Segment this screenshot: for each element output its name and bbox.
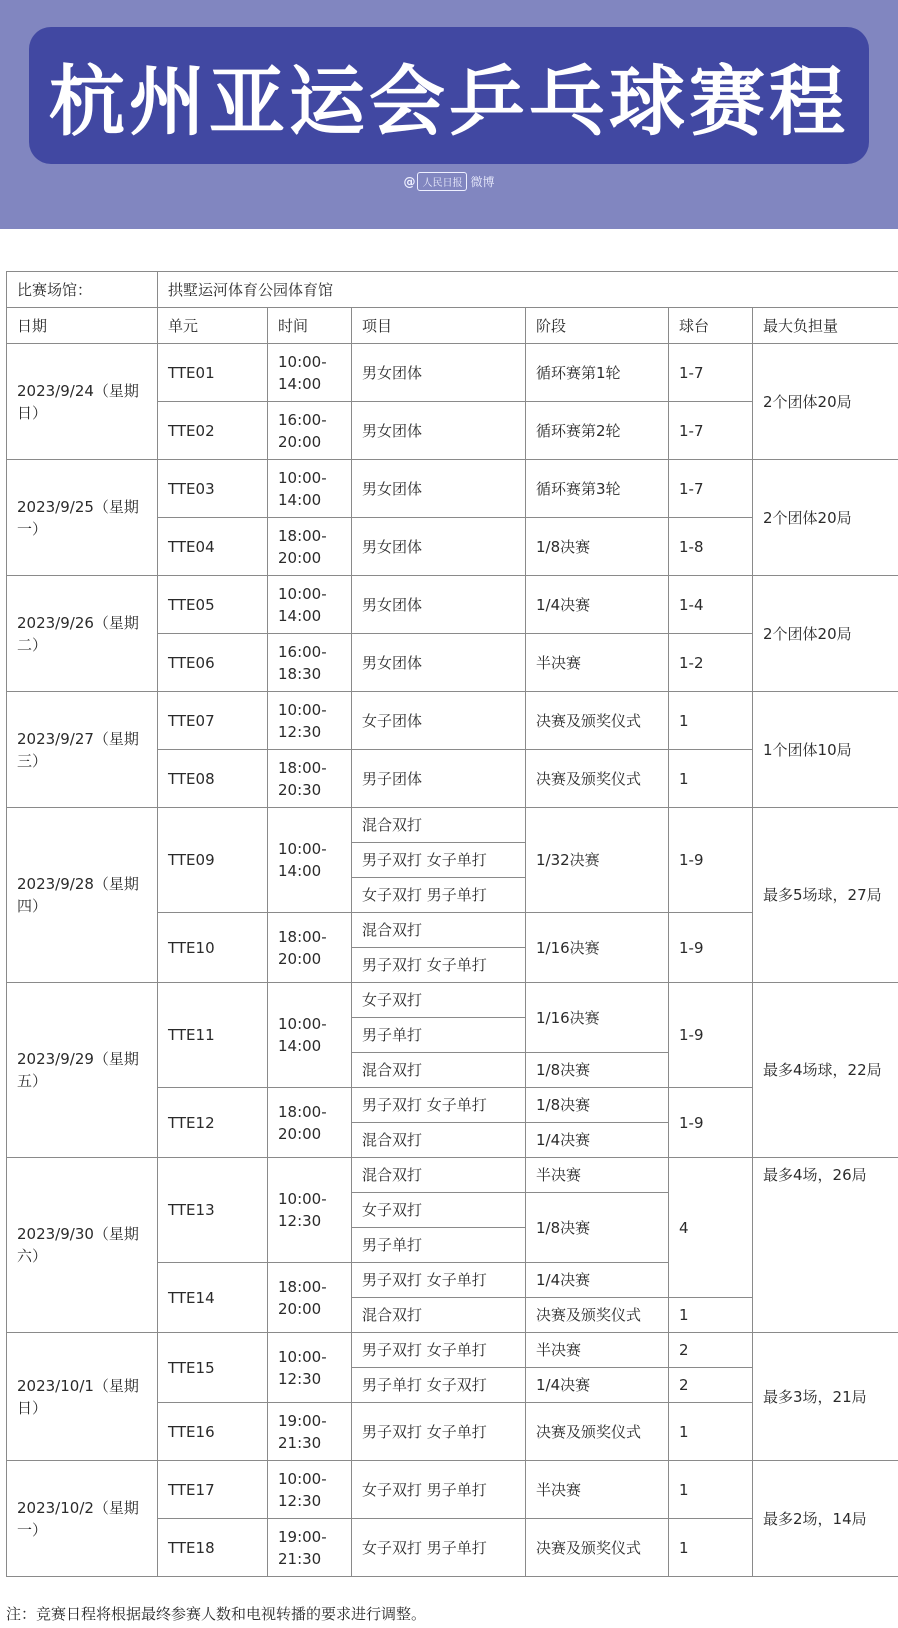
- stage-cell: 1/32决赛: [526, 808, 669, 913]
- load-cell: 2个团体20局: [753, 344, 898, 460]
- unit-cell: TTE18: [158, 1519, 268, 1577]
- col-header-event: 项目: [352, 308, 526, 344]
- table-cell: 1: [669, 750, 753, 808]
- date-cell: 2023/9/26（星期二）: [7, 576, 158, 692]
- load-cell: 最多3场，21局: [753, 1333, 898, 1461]
- date-cell: 2023/9/29（星期五）: [7, 983, 158, 1158]
- event-cell: 男女团体: [352, 460, 526, 518]
- unit-cell: TTE04: [158, 518, 268, 576]
- time-cell: 18:00-20:00: [268, 913, 352, 983]
- venue-value: 拱墅运河体育公园体育馆: [158, 272, 898, 308]
- event-cell: 男女团体: [352, 344, 526, 402]
- schedule-table: [6, 271, 898, 1577]
- stage-cell: 1/16决赛: [526, 913, 669, 983]
- table-cell: 1: [669, 1298, 753, 1333]
- event-cell: 女子双打: [352, 983, 526, 1018]
- date-cell: 2023/10/2（星期一）: [7, 1461, 158, 1577]
- stage-cell: 循环赛第1轮: [526, 344, 669, 402]
- event-cell: 混合双打: [352, 913, 526, 948]
- stage-cell: 决赛及颁奖仪式: [526, 692, 669, 750]
- table-cell: 1-9: [669, 808, 753, 913]
- header-row: [7, 308, 898, 344]
- time-cell: 18:00-20:00: [268, 518, 352, 576]
- table-cell: 1-7: [669, 402, 753, 460]
- venue-row: [7, 272, 898, 308]
- watermark: [0, 172, 898, 191]
- table-cell: 1-4: [669, 576, 753, 634]
- event-cell: 混合双打: [352, 808, 526, 843]
- table-cell: 1: [669, 1519, 753, 1577]
- table-row: [7, 692, 898, 750]
- stage-cell: 半决赛: [526, 1461, 669, 1519]
- event-cell: 男子双打 女子单打: [352, 1333, 526, 1368]
- unit-cell: TTE02: [158, 402, 268, 460]
- col-header-load: 最大负担量: [753, 308, 898, 344]
- watermark-text: 微博: [470, 175, 495, 189]
- event-cell: 男子双打 女子单打: [352, 1403, 526, 1461]
- event-cell: 女子双打 男子单打: [352, 1519, 526, 1577]
- event-cell: 女子双打 男子单打: [352, 1461, 526, 1519]
- table-cell: 1-2: [669, 634, 753, 692]
- col-header-stage: 阶段: [526, 308, 669, 344]
- time-cell: 19:00-21:30: [268, 1403, 352, 1461]
- time-cell: 16:00-18:30: [268, 634, 352, 692]
- header-banner: [0, 0, 898, 229]
- time-cell: 10:00-12:30: [268, 1158, 352, 1263]
- unit-cell: TTE14: [158, 1263, 268, 1333]
- load-cell: 最多4场球，22局: [753, 983, 898, 1158]
- time-cell: 16:00-20:00: [268, 402, 352, 460]
- stage-cell: 1/4决赛: [526, 1123, 669, 1158]
- date-cell: 2023/9/28（星期四）: [7, 808, 158, 983]
- col-header-unit: 单元: [158, 308, 268, 344]
- event-cell: 男子单打: [352, 1228, 526, 1263]
- stage-cell: 决赛及颁奖仪式: [526, 1403, 669, 1461]
- event-cell: 男子单打: [352, 1018, 526, 1053]
- table-cell: 4: [669, 1158, 753, 1298]
- unit-cell: TTE12: [158, 1088, 268, 1158]
- table-cell: 2: [669, 1333, 753, 1368]
- load-cell: 2个团体20局: [753, 460, 898, 576]
- table-row: [7, 1461, 898, 1519]
- stage-cell: 半决赛: [526, 634, 669, 692]
- time-cell: 18:00-20:30: [268, 750, 352, 808]
- date-cell: 2023/9/27（星期三）: [7, 692, 158, 808]
- load-cell: 最多4场，26局: [753, 1158, 898, 1333]
- date-cell: 2023/9/25（星期一）: [7, 460, 158, 576]
- event-cell: 男女团体: [352, 634, 526, 692]
- watermark-logo: 人民日报: [417, 172, 467, 191]
- venue-label: 比赛场馆：: [7, 272, 158, 308]
- time-cell: 10:00-12:30: [268, 1461, 352, 1519]
- table-cell: 2: [669, 1368, 753, 1403]
- time-cell: 10:00-14:00: [268, 983, 352, 1088]
- event-cell: 混合双打: [352, 1298, 526, 1333]
- unit-cell: TTE15: [158, 1333, 268, 1403]
- table-row: [7, 1333, 898, 1368]
- table-cell: 1-8: [669, 518, 753, 576]
- stage-cell: 1/4决赛: [526, 1263, 669, 1298]
- time-cell: 10:00-14:00: [268, 344, 352, 402]
- time-cell: 18:00-20:00: [268, 1088, 352, 1158]
- stage-cell: 半决赛: [526, 1158, 669, 1193]
- event-cell: 男女团体: [352, 402, 526, 460]
- stage-cell: 决赛及颁奖仪式: [526, 750, 669, 808]
- stage-cell: 循环赛第3轮: [526, 460, 669, 518]
- page-title: 杭州亚运会乒乓球赛程: [49, 57, 849, 146]
- load-cell: 1个团体10局: [753, 692, 898, 808]
- table-cell: 1-7: [669, 344, 753, 402]
- stage-cell: 1/8决赛: [526, 1053, 669, 1088]
- unit-cell: TTE01: [158, 344, 268, 402]
- unit-cell: TTE17: [158, 1461, 268, 1519]
- table-row: [7, 460, 898, 518]
- table-row: [7, 344, 898, 402]
- table-row: [7, 576, 898, 634]
- load-cell: 2个团体20局: [753, 576, 898, 692]
- col-header-date: 日期: [7, 308, 158, 344]
- table-cell: 1-7: [669, 460, 753, 518]
- table-cell: 1-9: [669, 1088, 753, 1158]
- table-cell: 1: [669, 692, 753, 750]
- time-cell: 18:00-20:00: [268, 1263, 352, 1333]
- stage-cell: 半决赛: [526, 1333, 669, 1368]
- event-cell: 混合双打: [352, 1123, 526, 1158]
- event-cell: 男子双打 女子单打: [352, 843, 526, 878]
- event-cell: 混合双打: [352, 1053, 526, 1088]
- stage-cell: 决赛及颁奖仪式: [526, 1519, 669, 1577]
- event-cell: 女子团体: [352, 692, 526, 750]
- stage-cell: 1/4决赛: [526, 1368, 669, 1403]
- unit-cell: TTE13: [158, 1158, 268, 1263]
- unit-cell: TTE07: [158, 692, 268, 750]
- time-cell: 10:00-14:00: [268, 460, 352, 518]
- unit-cell: TTE03: [158, 460, 268, 518]
- unit-cell: TTE10: [158, 913, 268, 983]
- unit-cell: TTE05: [158, 576, 268, 634]
- table-cell: 1: [669, 1461, 753, 1519]
- load-cell: 最多5场球，27局: [753, 808, 898, 983]
- table-row: [7, 1158, 898, 1193]
- event-cell: 男女团体: [352, 576, 526, 634]
- event-cell: 男子双打 女子单打: [352, 948, 526, 983]
- watermark-at: @: [403, 175, 416, 189]
- event-cell: 女子双打: [352, 1193, 526, 1228]
- table-cell: 1-9: [669, 983, 753, 1088]
- load-cell: 最多2场，14局: [753, 1461, 898, 1577]
- stage-cell: 1/4决赛: [526, 576, 669, 634]
- time-cell: 10:00-14:00: [268, 576, 352, 634]
- event-cell: 男子单打 女子双打: [352, 1368, 526, 1403]
- event-cell: 男女团体: [352, 518, 526, 576]
- table-row: [7, 983, 898, 1018]
- time-cell: 10:00-12:30: [268, 1333, 352, 1403]
- date-cell: 2023/10/1（星期日）: [7, 1333, 158, 1461]
- unit-cell: TTE11: [158, 983, 268, 1088]
- stage-cell: 1/8决赛: [526, 1088, 669, 1123]
- table-cell: 1: [669, 1403, 753, 1461]
- event-cell: 男子团体: [352, 750, 526, 808]
- stage-cell: 循环赛第2轮: [526, 402, 669, 460]
- unit-cell: TTE08: [158, 750, 268, 808]
- stage-cell: 1/8决赛: [526, 1193, 669, 1263]
- event-cell: 混合双打: [352, 1158, 526, 1193]
- unit-cell: TTE16: [158, 1403, 268, 1461]
- date-cell: 2023/9/30（星期六）: [7, 1158, 158, 1333]
- time-cell: 10:00-12:30: [268, 692, 352, 750]
- stage-cell: 1/16决赛: [526, 983, 669, 1053]
- event-cell: 男子双打 女子单打: [352, 1263, 526, 1298]
- time-cell: 10:00-14:00: [268, 808, 352, 913]
- footnote: 注：竞赛日程将根据最终参赛人数和电视转播的要求进行调整。: [6, 1605, 427, 1623]
- stage-cell: 决赛及颁奖仪式: [526, 1298, 669, 1333]
- unit-cell: TTE06: [158, 634, 268, 692]
- table-cell: 1-9: [669, 913, 753, 983]
- unit-cell: TTE09: [158, 808, 268, 913]
- col-header-table: 球台: [669, 308, 753, 344]
- date-cell: 2023/9/24（星期日）: [7, 344, 158, 460]
- title-box: [29, 27, 869, 164]
- col-header-time: 时间: [268, 308, 352, 344]
- time-cell: 19:00-21:30: [268, 1519, 352, 1577]
- table-row: [7, 808, 898, 843]
- stage-cell: 1/8决赛: [526, 518, 669, 576]
- event-cell: 男子双打 女子单打: [352, 1088, 526, 1123]
- event-cell: 女子双打 男子单打: [352, 878, 526, 913]
